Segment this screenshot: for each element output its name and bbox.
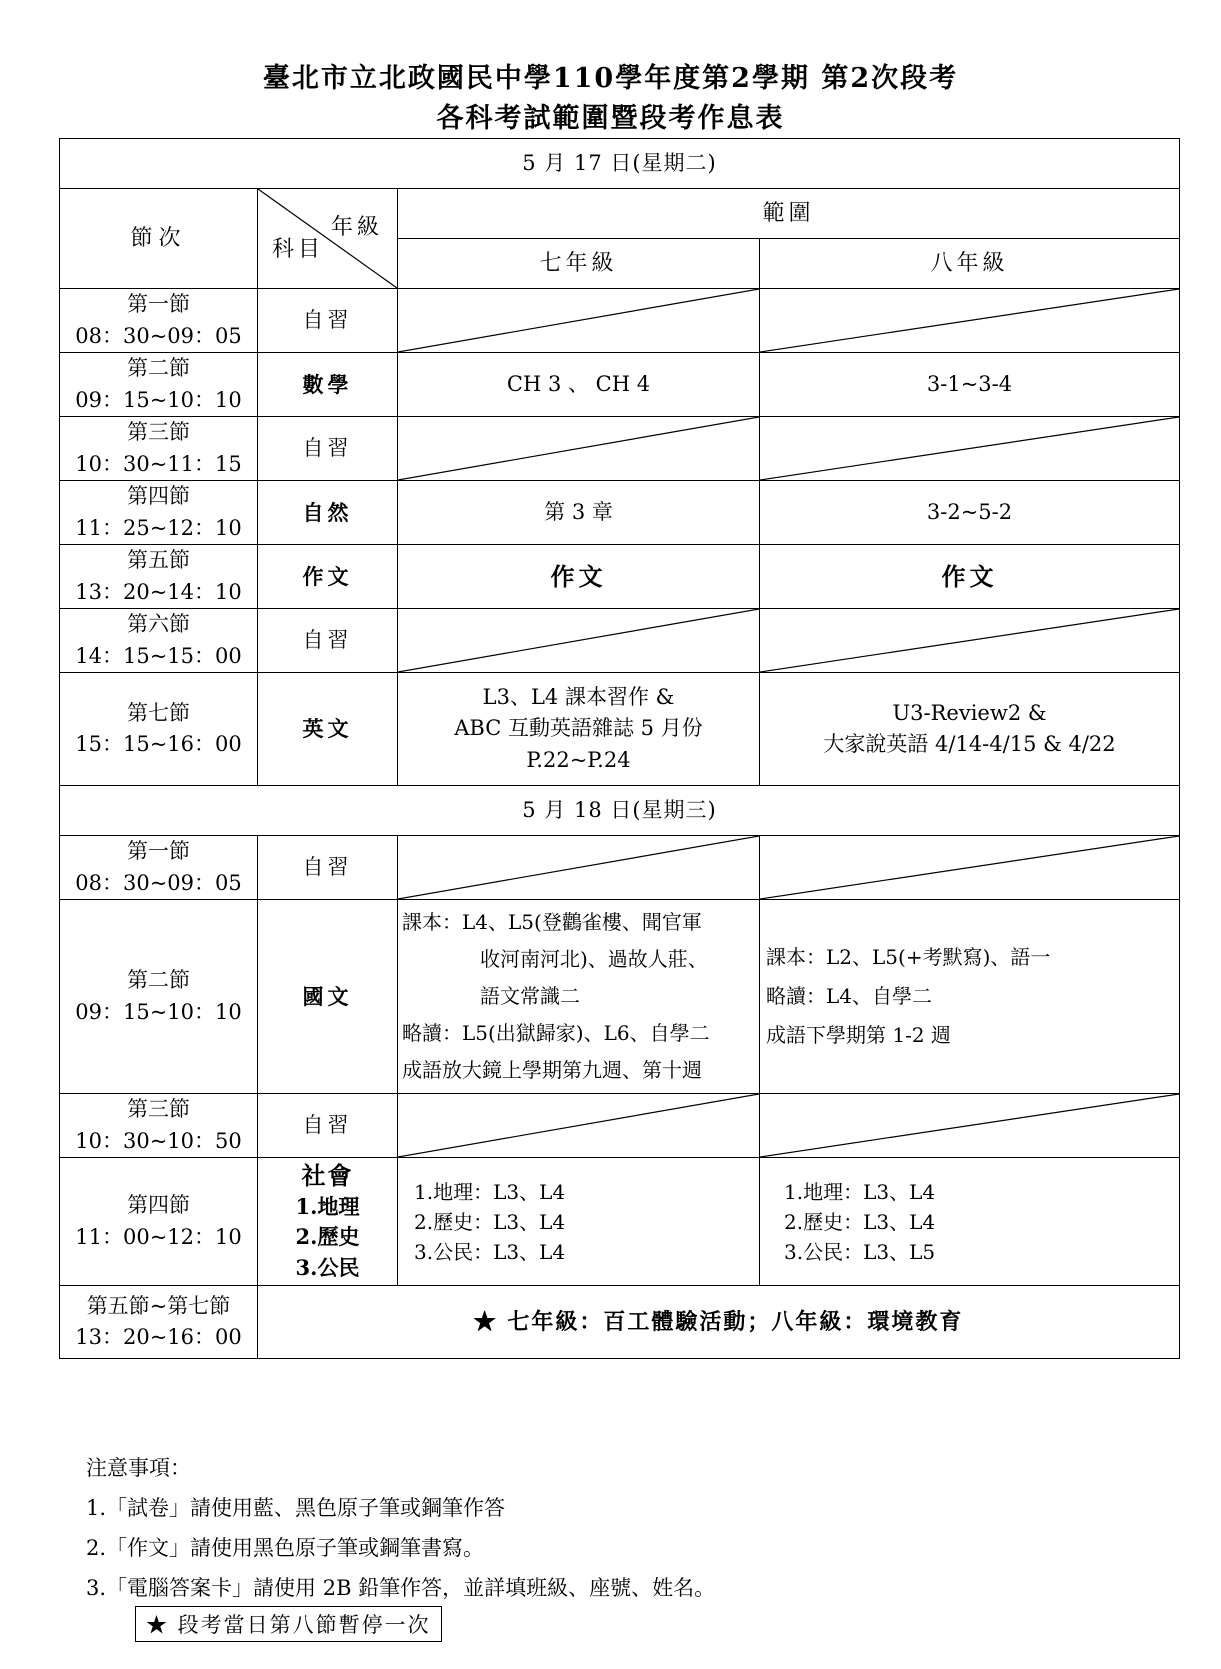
subject-cell: 自習 xyxy=(258,289,398,353)
table-row xyxy=(60,900,1180,1094)
header-diagonal-cell xyxy=(258,189,398,289)
page-title: 臺北市立北政國民中學110學年度第2學期 第2次段考 xyxy=(262,63,959,94)
header-range: 範圍 xyxy=(398,189,1180,239)
period-cell: 第六節 14：15~15：00 xyxy=(60,609,258,673)
subject-cell: 作文 xyxy=(258,545,398,609)
empty-slash-cell xyxy=(398,1094,760,1158)
period-cell: 第三節 10：30~10：50 xyxy=(60,1094,258,1158)
grade8-range-cell: 3-1~3-4 xyxy=(760,353,1180,417)
table-row xyxy=(60,353,1180,417)
table-row xyxy=(60,673,1180,786)
table-row xyxy=(60,545,1180,609)
grade8-range-cell: 3-2~5-2 xyxy=(760,481,1180,545)
grade7-range-cell: L3、L4 課本習作 & ABC 互動英語雜誌 5 月份 P.22~P.24 xyxy=(398,673,760,786)
merged-activity-cell: ★ 七年級：百工體驗活動；八年級：環境教育 xyxy=(258,1286,1180,1359)
subject-cell: 自習 xyxy=(258,1094,398,1158)
table-row xyxy=(60,417,1180,481)
period-cell: 第五節~第七節 13：20~16：00 xyxy=(60,1286,258,1359)
date-row xyxy=(60,786,1180,836)
note-item: 3.「電腦答案卡」請使用 2B 鉛筆作答，並詳填班級、座號、姓名。 xyxy=(86,1576,716,1600)
subject-cell: 自習 xyxy=(258,417,398,481)
boxed-notice: ★ 段考當日第八節暫停一次 xyxy=(135,1606,442,1642)
grade8-range-cell: 課本：L2、L5(+考默寫)、語一 略讀：L4、自學二 成語下學期第 1-2 週 xyxy=(760,900,1180,1094)
note-item: 2.「作文」請使用黑色原子筆或鋼筆書寫。 xyxy=(86,1536,485,1560)
empty-slash-cell xyxy=(398,289,760,353)
period-cell: 第二節 09：15~10：10 xyxy=(60,353,258,417)
table-row xyxy=(60,289,1180,353)
subject-cell: 英文 xyxy=(258,673,398,786)
header-grade7: 七年級 xyxy=(398,239,760,289)
empty-slash-cell xyxy=(760,609,1180,673)
exam-schedule-table xyxy=(59,138,1180,1359)
period-cell: 第一節 08：30~09：05 xyxy=(60,289,258,353)
table-row xyxy=(60,481,1180,545)
empty-slash-cell xyxy=(398,417,760,481)
subject-cell: 數學 xyxy=(258,353,398,417)
grade8-range-cell: 作文 xyxy=(760,545,1180,609)
date-header: 5 月 17 日(星期二) xyxy=(60,139,1180,189)
empty-slash-cell xyxy=(760,1094,1180,1158)
header-grade: 年級 xyxy=(330,215,383,240)
grade7-range-cell: 作文 xyxy=(398,545,760,609)
grade8-range-cell: U3-Review2 & 大家說英語 4/14-4/15 & 4/22 xyxy=(760,673,1180,786)
period-cell: 第四節 11：00~12：10 xyxy=(60,1158,258,1286)
date-row xyxy=(60,139,1180,189)
grade7-range-cell: CH 3 、 CH 4 xyxy=(398,353,760,417)
empty-slash-cell xyxy=(760,289,1180,353)
grade7-range-cell: 第 3 章 xyxy=(398,481,760,545)
date-header: 5 月 18 日(星期三) xyxy=(60,786,1180,836)
empty-slash-cell xyxy=(398,609,760,673)
header-grade8: 八年級 xyxy=(760,239,1180,289)
note-item: 1.「試卷」請使用藍、黑色原子筆或鋼筆作答 xyxy=(86,1496,506,1520)
grade7-range-cell: 課本：L4、L5(登鸛雀樓、聞官軍 收河南河北)、過故人莊、 語文常識二 略讀：L5(出獄歸家)、L6、自學二 成語放大鏡上學期第九週、第十週 xyxy=(398,900,760,1094)
table-row xyxy=(60,609,1180,673)
table-row xyxy=(60,1094,1180,1158)
period-cell: 第五節 13：20~14：10 xyxy=(60,545,258,609)
subject-cell: 自習 xyxy=(258,609,398,673)
header-subject: 科目 xyxy=(272,237,325,262)
grade7-range-cell: 1.地理：L3、L4 2.歷史：L3、L4 3.公民：L3、L4 xyxy=(398,1158,760,1286)
table-row xyxy=(60,1286,1180,1359)
period-cell: 第二節 09：15~10：10 xyxy=(60,900,258,1094)
notes-title: 注意事項： xyxy=(86,1456,191,1480)
table-row xyxy=(60,1158,1180,1286)
header-period: 節次 xyxy=(60,189,258,289)
empty-slash-cell xyxy=(398,836,760,900)
subject-cell: 自習 xyxy=(258,836,398,900)
page-subtitle: 各科考試範圍暨段考作息表 xyxy=(436,103,785,134)
period-cell: 第七節 15：15~16：00 xyxy=(60,673,258,786)
subject-cell: 自然 xyxy=(258,481,398,545)
grade8-range-cell: 1.地理：L3、L4 2.歷史：L3、L4 3.公民：L3、L5 xyxy=(760,1158,1180,1286)
table-row xyxy=(60,836,1180,900)
period-cell: 第四節 11：25~12：10 xyxy=(60,481,258,545)
period-cell: 第三節 10：30~11：15 xyxy=(60,417,258,481)
empty-slash-cell xyxy=(760,836,1180,900)
empty-slash-cell xyxy=(760,417,1180,481)
period-cell: 第一節 08：30~09：05 xyxy=(60,836,258,900)
subject-cell: 社會 1.地理 2.歷史 3.公民 xyxy=(258,1158,398,1286)
header-row xyxy=(60,189,1180,239)
subject-cell: 國文 xyxy=(258,900,398,1094)
